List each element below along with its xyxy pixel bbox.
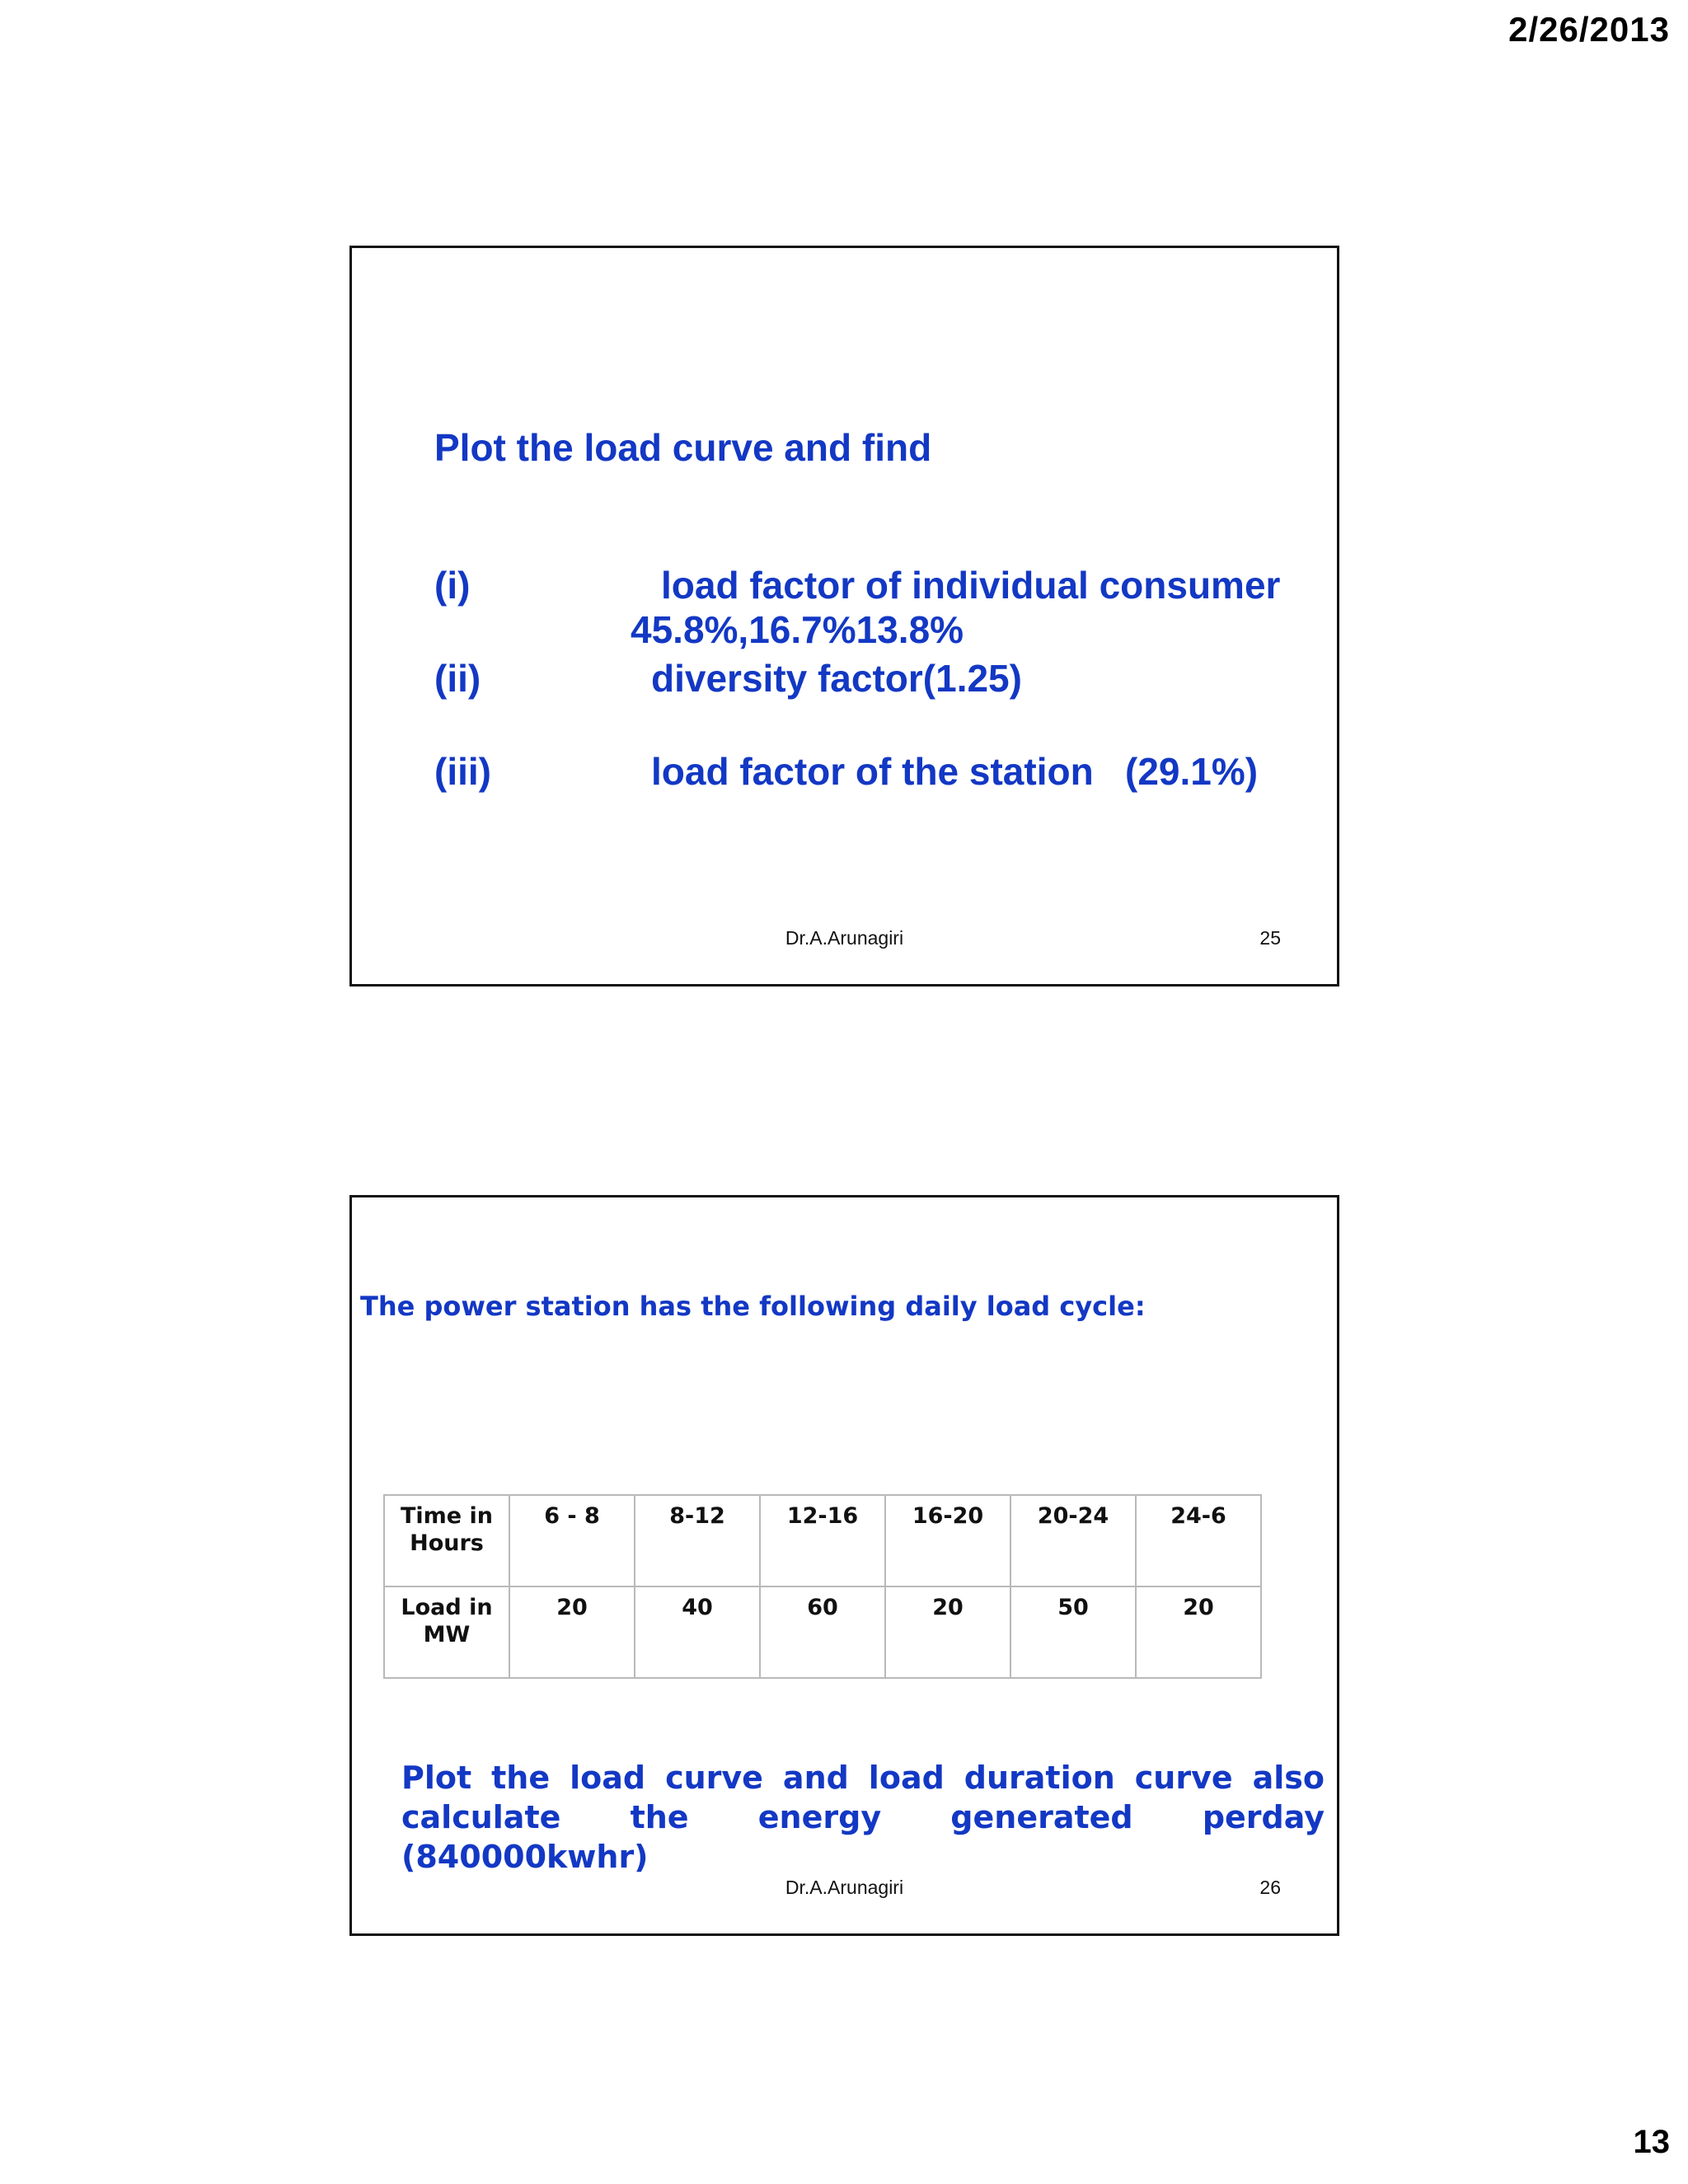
slide-footer-author: Dr.A.Arunagiri bbox=[785, 927, 904, 949]
item-iii-label: (iii) bbox=[434, 750, 491, 793]
slide-26 bbox=[349, 1195, 1339, 1936]
table-row bbox=[384, 1495, 1261, 1586]
item-ii-label: (ii) bbox=[434, 657, 481, 700]
slide-footer-author: Dr.A.Arunagiri bbox=[785, 1877, 904, 1898]
time-cell: 6 - 8 bbox=[509, 1495, 635, 1586]
page-date: 2/26/2013 bbox=[1508, 10, 1670, 49]
item-i-text: load factor of individual consumer bbox=[661, 564, 1281, 607]
slide-number: 26 bbox=[1259, 1877, 1281, 1898]
row-header-load: Load in MW bbox=[384, 1586, 509, 1678]
page-number: 13 bbox=[1633, 2124, 1670, 2160]
load-cell: 20 bbox=[509, 1586, 635, 1678]
time-cell: 24-6 bbox=[1136, 1495, 1261, 1586]
slide-intro: The power station has the following daily load cycle: bbox=[360, 1291, 1146, 1322]
load-cell: 20 bbox=[885, 1586, 1010, 1678]
slide-question: Plot the load curve and load duration curve also calculate the energy generated perday (840000kwhr) bbox=[401, 1760, 1325, 1875]
table-row bbox=[384, 1586, 1261, 1678]
load-cycle-table bbox=[383, 1494, 1262, 1679]
item-iii-text: load factor of the station (29.1%) bbox=[651, 750, 1259, 793]
time-cell: 16-20 bbox=[885, 1495, 1010, 1586]
time-cell: 12-16 bbox=[760, 1495, 885, 1586]
time-cell: 20-24 bbox=[1010, 1495, 1136, 1586]
item-i-values: 45.8%,16.7%13.8% bbox=[631, 608, 964, 651]
slide-25 bbox=[349, 246, 1339, 987]
load-cell: 20 bbox=[1136, 1586, 1261, 1678]
load-cell: 40 bbox=[635, 1586, 760, 1678]
load-cell: 60 bbox=[760, 1586, 885, 1678]
load-cell: 50 bbox=[1010, 1586, 1136, 1678]
item-i-label: (i) bbox=[434, 564, 471, 607]
slide-heading: Plot the load curve and find bbox=[434, 426, 932, 469]
slide-number: 25 bbox=[1259, 927, 1281, 949]
time-cell: 8-12 bbox=[635, 1495, 760, 1586]
row-header-time: Time in Hours bbox=[384, 1495, 509, 1586]
item-ii-text: diversity factor(1.25) bbox=[651, 657, 1022, 700]
